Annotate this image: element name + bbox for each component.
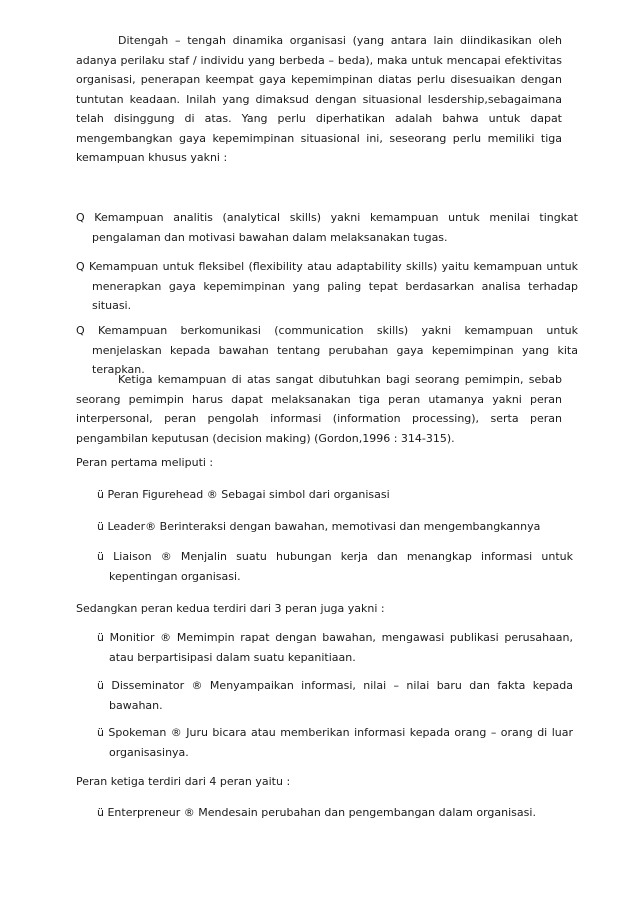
intro-paragraph: Ditengah – tengah dinamika organisasi (yang antara lain diindikasikan oleh adanya perilaku staf / individu yang berbeda – beda), maka untuk mencapai efektivitas organisasi, penerapan keempat gaya kepemimpinan diatas perlu disesuaikan dengan tuntutan keadaan. Inilah yang dimaksud dengan situasional lesdership,sebagaimana telah disinggung di atas. Yang perlu diperhatikan adalah bahwa untuk dapat mengembangkan gaya kepemimpinan situasional ini, seseorang perlu memiliki tiga kemampuan khusus yakni :	[76, 34, 562, 164]
list-item-monitor: ü Monitior ® Memimpin rapat dengan bawahan, mengawasi publikasi perusahaan, atau berpartisipasi dalam suatu kepanitiaan.	[97, 631, 573, 664]
list-item-liaison: ü Liaison ® Menjalin suatu hubungan kerja dan menangkap informasi untuk kepentingan organisasi.	[97, 550, 573, 583]
heading-second-role: Sedangkan peran kedua terdiri dari 3 peran juga yakni :	[76, 602, 385, 615]
skill-item-analytical: Q Kemampuan analitis (analytical skills) yakni kemampuan untuk menilai tingkat pengalaman dan motivasi bawahan dalam melaksanakan tugas.	[76, 211, 578, 244]
list-item-entrepreneur: ü Enterpreneur ® Mendesain perubahan dan pengembangan dalam organisasi.	[97, 806, 536, 819]
skill-item-communication: Q Kemampuan berkomunikasi (communication skills) yakni kemampuan untuk menjelaskan kepada bawahan tentang perubahan gaya kepemimpinan yang kita terapkan.	[76, 324, 578, 376]
roles-paragraph: Ketiga kemampuan di atas sangat dibutuhkan bagi seorang pemimpin, sebab seorang pemimpin harus dapat melaksanakan tiga peran utamanya yakni peran interpersonal, peran pengolah informasi (information processing), serta peran pengambilan keputusan (decision making) (Gordon,1996 : 314-315).	[76, 373, 562, 445]
list-item-disseminator: ü Disseminator ® Menyampaikan informasi, nilai – nilai baru dan fakta kepada bawahan.	[97, 679, 573, 712]
list-item-leader: ü Leader® Berinteraksi dengan bawahan, memotivasi dan mengembangkannya	[97, 520, 541, 533]
skill-item-flexibility: Q Kemampuan untuk fleksibel (flexibility atau adaptability skills) yaitu kemampuan untuk menerapkan gaya kepemimpinan yang paling tepat berdasarkan analisa terhadap situasi.	[76, 260, 578, 312]
list-item-spokeman: ü Spokeman ® Juru bicara atau memberikan informasi kepada orang – orang di luar organisasinya.	[97, 726, 573, 759]
heading-third-role: Peran ketiga terdiri dari 4 peran yaitu :	[76, 775, 291, 788]
heading-first-role: Peran pertama meliputi :	[76, 456, 214, 469]
list-item-figurehead: ü Peran Figurehead ® Sebagai simbol dari organisasi	[97, 488, 390, 501]
